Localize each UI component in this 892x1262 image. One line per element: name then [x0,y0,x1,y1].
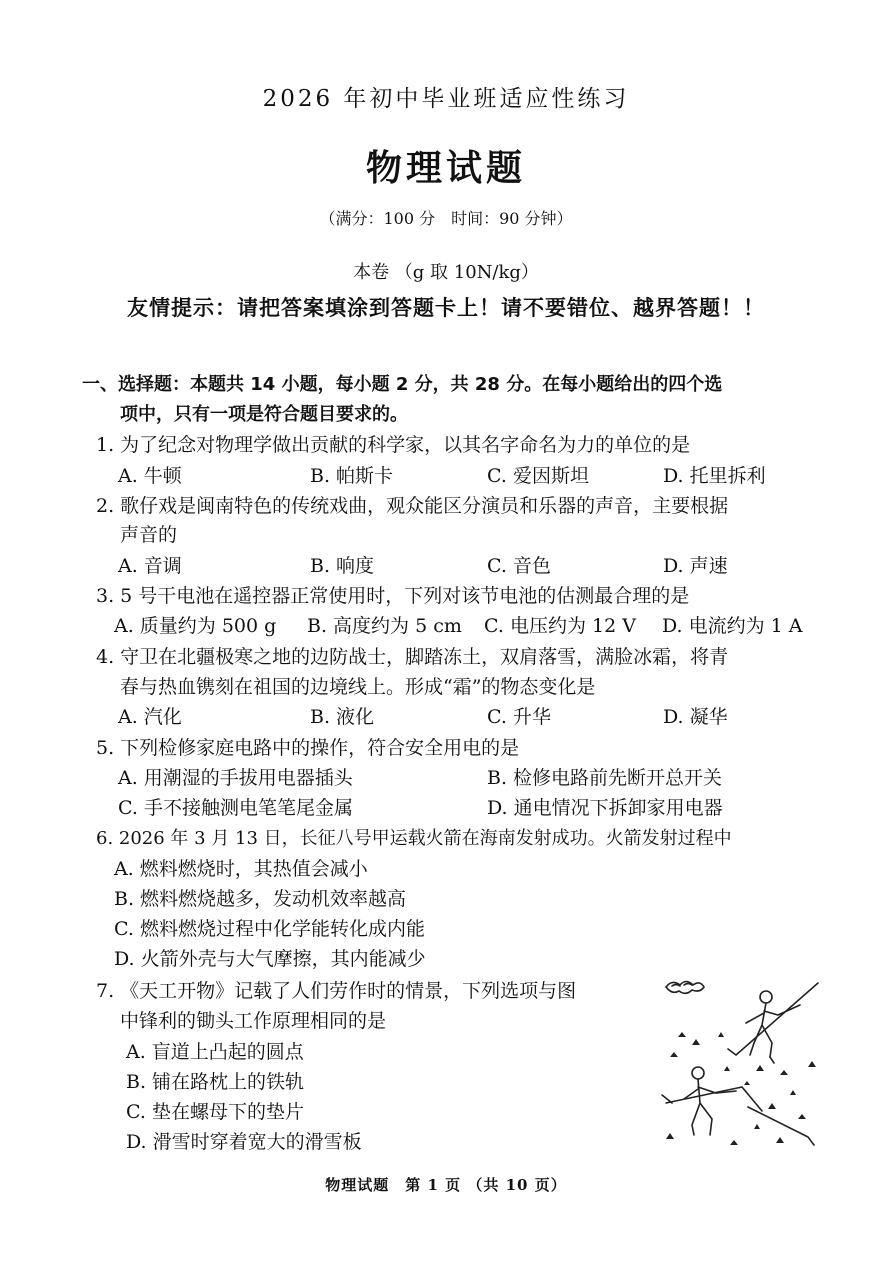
section-heading-line2: 项中，只有一项是符合题目要求的。 [120,404,408,425]
question-5-stem: 5. 下列检修家庭电路中的操作，符合安全用电的是 [96,737,520,759]
friendly-tip: 友情提示：请把答案填涂到答题卡上！请不要错位、越界答题！！ [127,296,765,320]
q4-option-d: D. 凝华 [663,706,728,728]
q6-option-a: A. 燃料燃烧时，其热值会减小 [114,858,368,880]
q2-option-c: C. 音色 [487,555,551,577]
q4-option-c: C. 升华 [487,706,551,728]
question-3-stem: 3. 5 号干电池在遥控器正常使用时，下列对该节电池的估测最合理的是 [96,585,690,607]
q7-option-c: C. 垫在螺母下的垫片 [126,1101,304,1123]
question-7-stem: 7. 《天工开物》记载了人们劳作时的情景，下列选项与图 [96,980,577,1002]
q3-option-c: C. 电压约为 12 V [484,615,636,637]
q5-option-c: C. 手不接触测电笔笔尾金属 [118,797,353,819]
q7-option-d: D. 滑雪时穿着宽大的滑雪板 [126,1131,362,1153]
q6-option-c: C. 燃料燃烧过程中化学能转化成内能 [114,918,425,940]
page-footer: 物理试题 第 1 页 （共 10 页） [325,1176,567,1194]
gravity-note: 本卷 （g 取 10N/kg） [353,262,539,283]
q1-option-a: A. 牛顿 [118,465,182,487]
q1-option-b: B. 帕斯卡 [310,465,394,487]
q6-option-d: D. 火箭外壳与大气摩擦，其内能减少 [114,948,426,970]
question-6-stem: 6. 2026 年 3 月 13 日，长征八号甲运载火箭在海南发射成功。火箭发射过程中 [96,828,732,849]
q4-option-a: A. 汽化 [118,706,182,728]
q7-option-b: B. 铺在路枕上的铁轨 [126,1071,305,1093]
q1-option-c: C. 爱因斯坦 [487,465,589,487]
q2-option-a: A. 音调 [118,555,182,577]
subject-title: 物理试题 [365,148,526,189]
question-2-stem: 2. 歌仔戏是闽南特色的传统戏曲，观众能区分演员和乐器的声音，主要根据 [96,495,729,517]
q3-option-a: A. 质量约为 500 g [114,615,277,637]
q2-option-d: D. 声速 [663,555,728,577]
question-7-stem-cont: 中锋利的锄头工作原理相同的是 [120,1010,387,1032]
farmers-hoeing-illustration [658,975,828,1160]
exam-title: 2026 年初中毕业班适应性练习 [262,86,630,112]
section-heading-line1: 一、选择题：本题共 14 小题，每小题 2 分，共 28 分。在每小题给出的四个选 [82,374,723,395]
q3-option-d: D. 电流约为 1 A [662,615,803,637]
q5-option-d: D. 通电情况下拆卸家用电器 [487,797,723,819]
q5-option-b: B. 检修电路前先断开总开关 [487,767,723,789]
q4-option-b: B. 液化 [310,706,375,728]
question-4-stem-cont: 春与热血镌刻在祖国的边境线上。形成“霜”的物态变化是 [120,676,596,698]
q6-option-b: B. 燃料燃烧越多，发动机效率越高 [114,888,407,910]
exam-meta: （满分：100 分 时间：90 分钟） [319,209,573,228]
question-2-stem-cont: 声音的 [120,524,178,546]
question-1-stem: 1. 为了纪念对物理学做出贡献的科学家，以其名字命名为力的单位的是 [96,434,691,456]
question-4-stem: 4. 守卫在北疆极寒之地的边防战士，脚踏冻土，双肩落雪，满脸冰霜，将青 [96,646,729,668]
q7-option-a: A. 盲道上凸起的圆点 [126,1041,304,1063]
q1-option-d: D. 托里拆利 [663,465,766,487]
q5-option-a: A. 用潮湿的手拔用电器插头 [118,767,353,789]
q2-option-b: B. 响度 [310,555,375,577]
q3-option-b: B. 高度约为 5 cm [307,615,462,637]
